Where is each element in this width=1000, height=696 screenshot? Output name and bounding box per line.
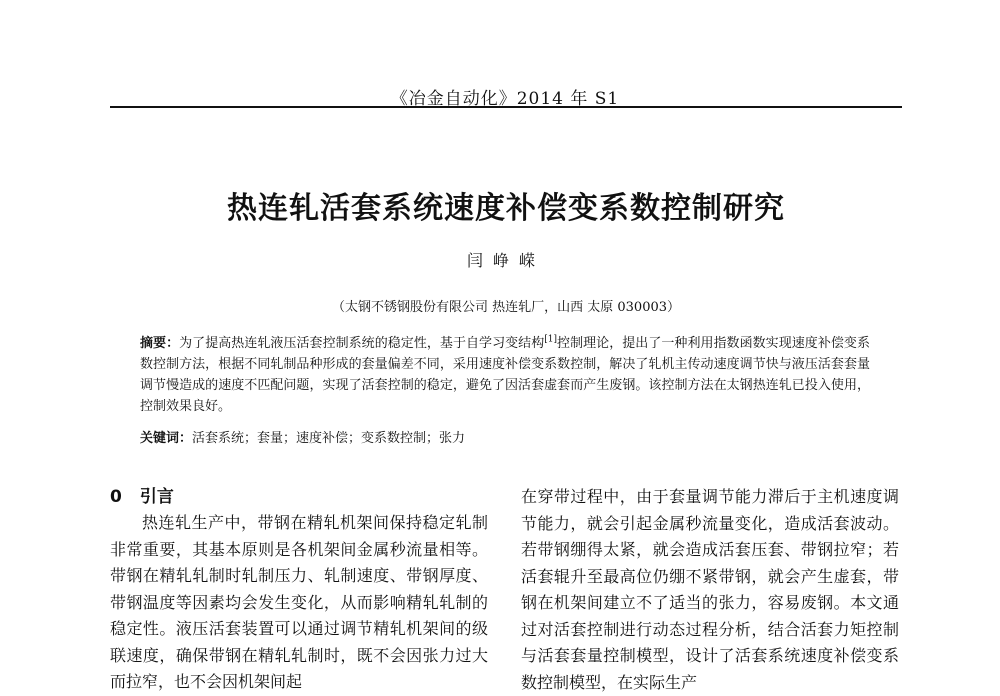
keywords bbox=[140, 428, 870, 449]
paper-title: 热连轧活套系统速度补偿变系数控制研究 bbox=[227, 191, 785, 226]
journal-header: 《冶金自动化》2014 年 S1 bbox=[390, 89, 620, 109]
author-affiliation: （太钢不锈钢股份有限公司 热连轧厂，山西 太原 030003） bbox=[331, 300, 681, 315]
header-rule bbox=[110, 106, 902, 108]
abstract-label: 摘要： bbox=[140, 336, 180, 351]
keywords-text: 活套系统；套量；速度补偿；变系数控制；张力 bbox=[192, 431, 466, 446]
keywords-label: 关键词： bbox=[140, 431, 193, 446]
section-number: 0 bbox=[110, 487, 122, 507]
author-name: 闫峥嵘 bbox=[466, 251, 545, 270]
section-heading bbox=[110, 484, 488, 510]
body-paragraph-left: 热连轧生产中，带钢在精轧机架间保持稳定轧制非常重要，其基本原则是各机架间金属秒流量相等。带钢在精轧轧制时轧制压力、轧制速度、带钢厚度、带钢温度等因素均会发生变化，从而影响精轧轧制的稳定性。液压活套装置可以通过调节精轧机架间的级联速度，确保带钢在精轧轧制时，既不会因张力过大而拉窄，也不会因机架间起 bbox=[110, 513, 488, 691]
section-title: 引言 bbox=[139, 487, 174, 507]
body-column-right bbox=[521, 484, 899, 696]
citation-marker: [1] bbox=[544, 334, 557, 345]
body-paragraph-right: 在穿带过程中，由于套量调节能力滞后于主机速度调节能力，就会引起金属秒流量变化，造成活套波动。若带钢绷得太紧，就会造成活套压套、带钢拉窄；若活套辊升至最高位仍绷不紧带钢，就会产生虚套，带钢在机架间建立不了适当的张力，容易废钢。本文通过对活套控制进行动态过程分析，结合活套力矩控制与活套套量控制模型，设计了活套系统速度补偿变系数控制模型，在实际生产 bbox=[521, 487, 899, 692]
abstract-text-part2: 控制理论，提出了一种利用指数函数实现速度补偿变系数控制方法，根据不同轧制品种形成的套量偏差不同，采用速度补偿变系数控制，解决了轧机主传动速度调节快与液压活套套量调节慢造成的速度不匹配问题，实现了活套控制的稳定，避免了因活套虚套而产生废钢。该控制方法在太钢热连轧已投入使用，控制效果良好。 bbox=[140, 336, 870, 414]
abstract-text-part1: 为了提高热连轧液压活套控制系统的稳定性，基于自学习变结构 bbox=[179, 336, 545, 351]
abstract bbox=[140, 333, 870, 417]
body-column-left bbox=[110, 484, 488, 696]
